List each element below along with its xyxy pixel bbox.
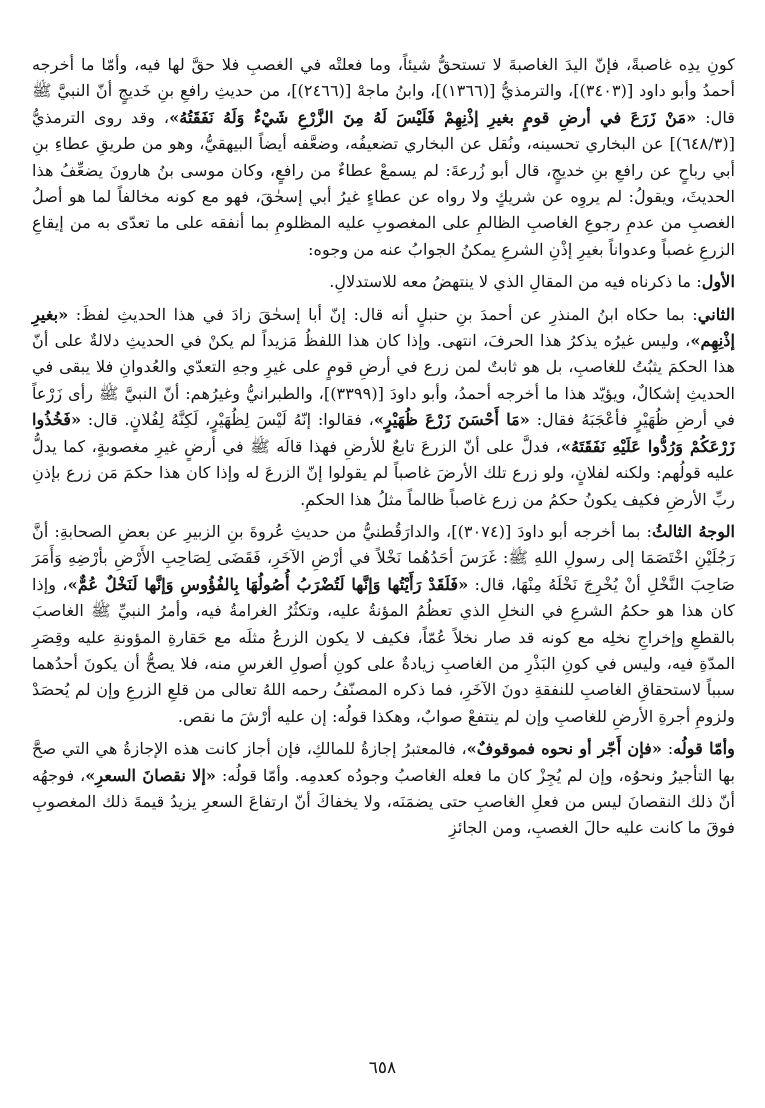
bold-quote: «بغيرِ إذْنِهِم»: [32, 304, 735, 351]
paragraph: [32, 269, 735, 295]
text-run: : بما أخرجه أبو داودَ [(٣٠٧٤)]، والدارَقُطنيُّ من حديثِ عُروةَ بنِ الزبيرِ عن بعضِ الصحابةِ: أنَّ رَجُلَيْنِ اخْتَصَمَا إلى رسولِ اللهِ ﷺ: غَرَسَ أحَدُهُما نَخْلاً في أرْضِ الآخَرِ، فَقَضَى لِصَاحِبِ الأَرْضِ بأرْضِهِ وَأَمَرَ صَاحِبَ النَّخْلِ أنْ يُخْرِجَ نَخْلَهُ مِنْهَا، قال:: [32, 521, 735, 594]
text-run: : ما ذكرناه فيه من المقالِ الذي لا ينتهضُ معه للاستدلالِ.: [329, 272, 702, 292]
text-run: ، فدلَّ على أنّ الزرعَ تابعٌ للأرضِ فهذا قالَه ﷺ في أرضٍ غيرِ مغصوبةٍ، كما يدلُّ عليه قولُهم: ولكنه لفلانٍ، ولو زرع تلك الأرضَ غاصباً لم يقولوا إنّ الزرعَ له وإذا كان هذا حكمَ مَن زرع بإذنِ ربِّ الأرضِ فكيف يكونُ حكمُ من زرع غاصباً ظالماً مثلُ هذا الحكمِ.: [32, 436, 735, 509]
text-run: ، فوجهُه أنّ ذلك النقصانَ ليس من فعلِ الغاصبِ حتى يضمَنَه، ولا يخفاكَ أنّ ارتفاعَ السعرِ يزيدُ قيمةَ ذلك المغصوبِ فوقَ ما كانت عليه حالَ الغصبِ، ومن الجائزِ: [32, 765, 735, 838]
bold-quote: «مَنْ زَرَعَ في أرضِ قومٍ بغيرِ إذْنِهِمْ فَلَيْسَ لَهُ مِنَ الزَّرْعِ شَيْءٌ وَلَهُ نَفَقَتُهُ»: [169, 107, 697, 127]
text-run: ، وليس غيرُه يذكرُ هذا الحرفَ، انتهى. وإذا كان هذا اللفظُ مَزيداً لم يكنْ في الحديثِ دلالةٌ على أنّ هذا الحكمَ يثبُتُ للغاصبِ، بل هو ثابتٌ لمن زرع في أرضِ قومٍ على غيرِ وجهِ التعدّي والعُدوانِ فلا يبقى في الحديثِ إشكالٌ، ويؤيّد هذا ما أخرجه أحمدُ، وأبو داودَ [(٣٣٩٩)]، والطبرانيُّ وغيرُهم: أنّ النبيَّ ﷺ رأى زَرْعاً في أرضِ ظُهَيْرٍ فأعْجَبَهُ فقال:: [32, 331, 735, 430]
bold-quote: الأول: [701, 272, 735, 292]
document-page: [32, 52, 735, 1108]
text-run: : بما حكاه ابنُ المنذرِ عن أحمدَ بنِ حنبلٍ أنه قال: إنّ أبا إسحٰقَ زادَ في هذا الحديثِ لفظَ:: [68, 304, 698, 324]
paragraph: [32, 52, 735, 263]
bold-quote: «فَلَقَدْ رَأَيْتُها وَإنَّها لَتُضْرَبُ أُصُولُهَا بِالفُؤُوسِ وَإنَّها لَنَخْلٌ عُمٌّ»: [67, 574, 469, 594]
page-number: ٦٥٨: [368, 1058, 397, 1078]
text-run: ، فالمعتبرُ إجازةُ للمالكِ، فإن أجاز كانت هذه الإجازةُ هي التي صحَّ بها التأجيرُ ونحوُه، وإن لم يُجِزْ كان ما فعله الغاصبُ وجودُه كعدمِه. وأمّا قولُه:: [32, 739, 735, 785]
bold-quote: وأمّا قولُه: [673, 739, 735, 759]
bold-quote: «فإن أَجّر أو نحوه فموقوفٌ»: [466, 739, 663, 759]
text-run: ، فقالوا: إنّهُ لَيْسَ لِظُهَيْرٍ، لَكِنَّهُ لِفُلانٍ. قال:: [81, 410, 374, 430]
paragraph: [32, 736, 735, 842]
text-run: ، وقد روى الترمذيُّ [(٦٤٨/٣)] عن البخاري تحسينه، ونُقل عن البخاري تضعيفُه، وضعَّفه أيضاً البيهقيُّ، وهو من طريقِ عطاءِ بنِ أبي رباحٍ عن رافعِ بنِ خديجٍ، قال أبو زُرعةَ: لم يسمعْ عطاءٌ من رافعٍ، وكان موسى بنُ هارونَ يضعِّفُ هذا الحديثَ، ويقولُ: لم يروِه عن شريكٍ ولا رواه عن عطاءٍ غيرُ أبي إسحٰقَ، فهو مع كونه مخالفاً لما هو أصلُ الغصبِ من عدمِ رجوعِ الغاصبِ الظالمِ على المغصوبِ عليه المظلومِ بما أنفقه على ما تعدّى به من إيقاعِ الزرعِ غصباً وعدواناً بغيرِ إذْنِ الشرعِ يمكنُ الجوابُ عنه من وجوه:: [32, 107, 735, 259]
bold-quote: «مَا أَحْسَنَ زَرْعَ ظُهَيْرٍ»: [373, 410, 530, 430]
bold-quote: «إلا نقصانَ السعرِ»: [85, 765, 217, 785]
text-run: كونِ يدِه غاصبةً، فإنّ اليدَ الغاصبةَ لا تستحقُّ شيئاً، وما فعلتْه في الغصبِ فلا حقَّ لها فيه، وأمّا ما أخرجه أحمدُ وأبو داود [(٣٤٠٣)]، والترمذيُّ [(١٣٦٦)]، وابنُ ماجهْ [(٢٤٦٦)]، من حديثِ رافعِ بنِ خَديجٍ أنّ النبيَّ ﷺ قال:: [32, 55, 736, 127]
bold-quote: الوجهُ الثالثُ: [651, 521, 736, 541]
paragraph: [32, 519, 735, 730]
bold-quote: الثاني: [697, 304, 735, 324]
bold-quote: «فَخُذُوا زَرْعَكُمْ وَرُدُّوا عَلَيْهِ نَفَقَتَهُ»: [32, 410, 735, 456]
text-run: :: [662, 739, 674, 759]
body-text: [32, 52, 735, 842]
paragraph: [32, 302, 735, 513]
text-run: ، وإذا كان هذا هو حكمُ الشرعِ في النخلِ الذي تعظُمُ المؤنةُ عليه، وتكثُرُ الغرامةُ فيه، وأمرُ النبيِّ ﷺ الغاصبَ بالقطعِ وإخراجِ نخلِه مع كونه قد صار نخلاً عُمّاً، فكيف لا يكون الزرعُ مثلَه مع حَقارةِ المؤونةِ عليه وقِصَرِ المدّةِ فيه، وليس في كونِ البَذْرِ من الغاصبِ زيادةٌ على كونِ أصولِ الغرسِ منه، فلا يصحُّ أن يكونَ أحدُهما سبباً لاستحقاقِ الغاصبِ للنفقةِ دونَ الآخَرِ، فما ذكره المصنّفُ رحمه اللهُ تعالى من قلعِ الزرعِ وإن لم يُحصَدْ ولزومِ أجرةِ الأرضِ للغاصبِ وإن لم ينتفعْ صوابٌ، وهكذا قولُه: إن عليه أرْشَ ما نقص.: [32, 574, 735, 726]
